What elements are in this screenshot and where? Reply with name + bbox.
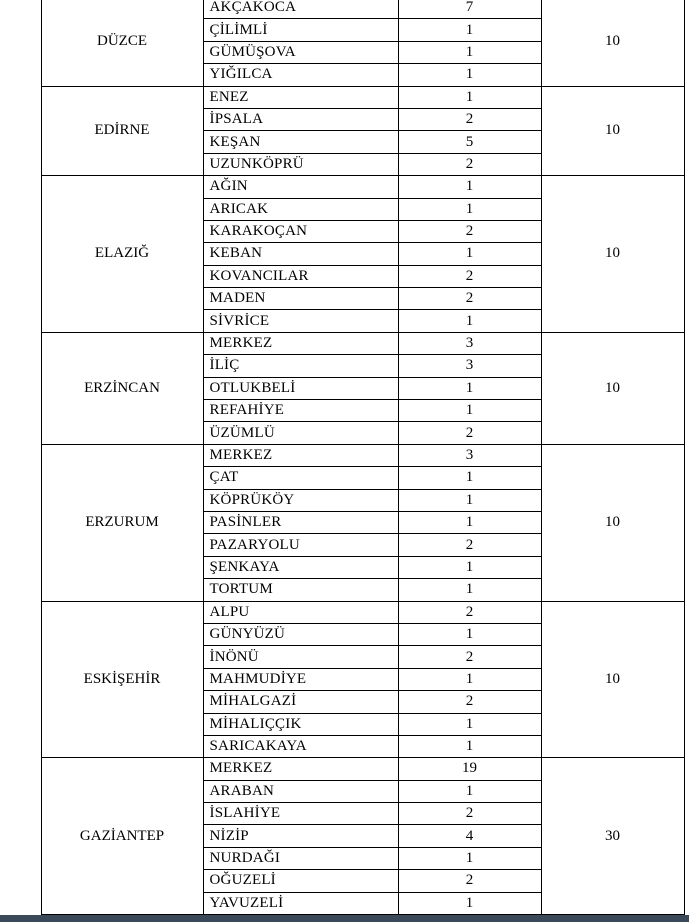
district-name: MADEN (203, 288, 398, 310)
district-count: 4 (398, 825, 541, 847)
table-row (0, 758, 689, 780)
district-name: GÜNYÜZÜ (203, 623, 398, 645)
district-count: 1 (398, 489, 541, 511)
district-name: İSLAHİYE (203, 803, 398, 825)
district-count: 1 (398, 713, 541, 735)
district-count: 1 (398, 64, 541, 86)
district-count: 2 (398, 153, 541, 175)
province-name: ERZURUM (41, 444, 203, 601)
district-count: 2 (398, 265, 541, 287)
district-name: ÇAT (203, 467, 398, 489)
district-count: 1 (398, 668, 541, 690)
province-name: EDİRNE (41, 86, 203, 176)
district-name: MERKEZ (203, 444, 398, 466)
district-count: 1 (398, 556, 541, 578)
district-count: 2 (398, 870, 541, 892)
district-name: SARICAKAYA (203, 735, 398, 757)
district-count: 1 (398, 780, 541, 802)
district-name: İPSALA (203, 108, 398, 130)
district-name: KEŞAN (203, 131, 398, 153)
district-count: 1 (398, 623, 541, 645)
district-count: 2 (398, 691, 541, 713)
province-name: ESKİŞEHİR (41, 601, 203, 758)
district-name: SİVRİCE (203, 310, 398, 332)
province-name: DÜZCE (41, 0, 203, 86)
district-count: 1 (398, 735, 541, 757)
district-name: KEBAN (203, 243, 398, 265)
district-name: YAVUZELİ (203, 892, 398, 914)
table-row (0, 0, 689, 19)
district-name: UZUNKÖPRÜ (203, 153, 398, 175)
table-row (0, 86, 689, 108)
district-name: AKÇAKOCA (203, 0, 398, 19)
district-count: 5 (398, 131, 541, 153)
table-row (0, 601, 689, 623)
district-name: ŞENKAYA (203, 556, 398, 578)
district-name: ÇİLİMLİ (203, 19, 398, 41)
district-count: 1 (398, 511, 541, 533)
province-name: ERZİNCAN (41, 332, 203, 444)
district-count: 1 (398, 243, 541, 265)
district-count: 2 (398, 108, 541, 130)
province-quota: 10 (541, 0, 684, 86)
district-name: İNÖNÜ (203, 646, 398, 668)
table-row (0, 332, 689, 354)
district-name: NURDAĞI (203, 847, 398, 869)
province-quota: 10 (541, 444, 684, 601)
district-name: ÜZÜMLÜ (203, 422, 398, 444)
district-name: ARABAN (203, 780, 398, 802)
district-name: İLİÇ (203, 355, 398, 377)
district-count: 1 (398, 19, 541, 41)
district-name: TORTUM (203, 579, 398, 601)
district-name: KARAKOÇAN (203, 220, 398, 242)
district-count: 2 (398, 601, 541, 623)
district-name: KÖPRÜKÖY (203, 489, 398, 511)
district-count: 1 (398, 400, 541, 422)
district-count: 1 (398, 467, 541, 489)
province-name: ELAZIĞ (41, 176, 203, 333)
province-quota: 30 (541, 758, 684, 915)
district-name: MERKEZ (203, 758, 398, 780)
district-name: ARICAK (203, 198, 398, 220)
district-count: 1 (398, 377, 541, 399)
district-count: 3 (398, 444, 541, 466)
district-count: 2 (398, 288, 541, 310)
district-name: PAZARYOLU (203, 534, 398, 556)
district-count: 1 (398, 86, 541, 108)
province-quota: 10 (541, 176, 684, 333)
district-name: ENEZ (203, 86, 398, 108)
district-name: MİHALIÇÇIK (203, 713, 398, 735)
district-count: 1 (398, 579, 541, 601)
province-quota: 10 (541, 332, 684, 444)
left-margin-column (0, 0, 41, 915)
district-count: 7 (398, 0, 541, 19)
district-count: 2 (398, 534, 541, 556)
district-name: AĞIN (203, 176, 398, 198)
district-count: 1 (398, 310, 541, 332)
district-name: OTLUKBELİ (203, 377, 398, 399)
district-count: 1 (398, 198, 541, 220)
district-name: NİZİP (203, 825, 398, 847)
district-count: 2 (398, 220, 541, 242)
province-quota: 10 (541, 86, 684, 176)
district-count: 3 (398, 355, 541, 377)
district-name: ALPU (203, 601, 398, 623)
district-name: KOVANCILAR (203, 265, 398, 287)
district-count: 1 (398, 847, 541, 869)
district-count: 1 (398, 176, 541, 198)
district-count: 3 (398, 332, 541, 354)
district-count: 2 (398, 646, 541, 668)
district-name: YIĞILCA (203, 64, 398, 86)
table-row (0, 444, 689, 466)
district-name: REFAHİYE (203, 400, 398, 422)
district-name: MİHALGAZİ (203, 691, 398, 713)
district-name: MERKEZ (203, 332, 398, 354)
viewer-bottom-bar (0, 915, 689, 922)
district-count: 19 (398, 758, 541, 780)
district-name: GÜMÜŞOVA (203, 41, 398, 63)
district-count: 2 (398, 803, 541, 825)
province-name: GAZİANTEP (41, 758, 203, 915)
district-name: PASİNLER (203, 511, 398, 533)
table-row (0, 176, 689, 198)
district-count: 1 (398, 41, 541, 63)
district-name: OĞUZELİ (203, 870, 398, 892)
right-margin-column (684, 0, 689, 915)
province-quota: 10 (541, 601, 684, 758)
district-count: 2 (398, 422, 541, 444)
district-name: MAHMUDİYE (203, 668, 398, 690)
district-count: 1 (398, 892, 541, 914)
